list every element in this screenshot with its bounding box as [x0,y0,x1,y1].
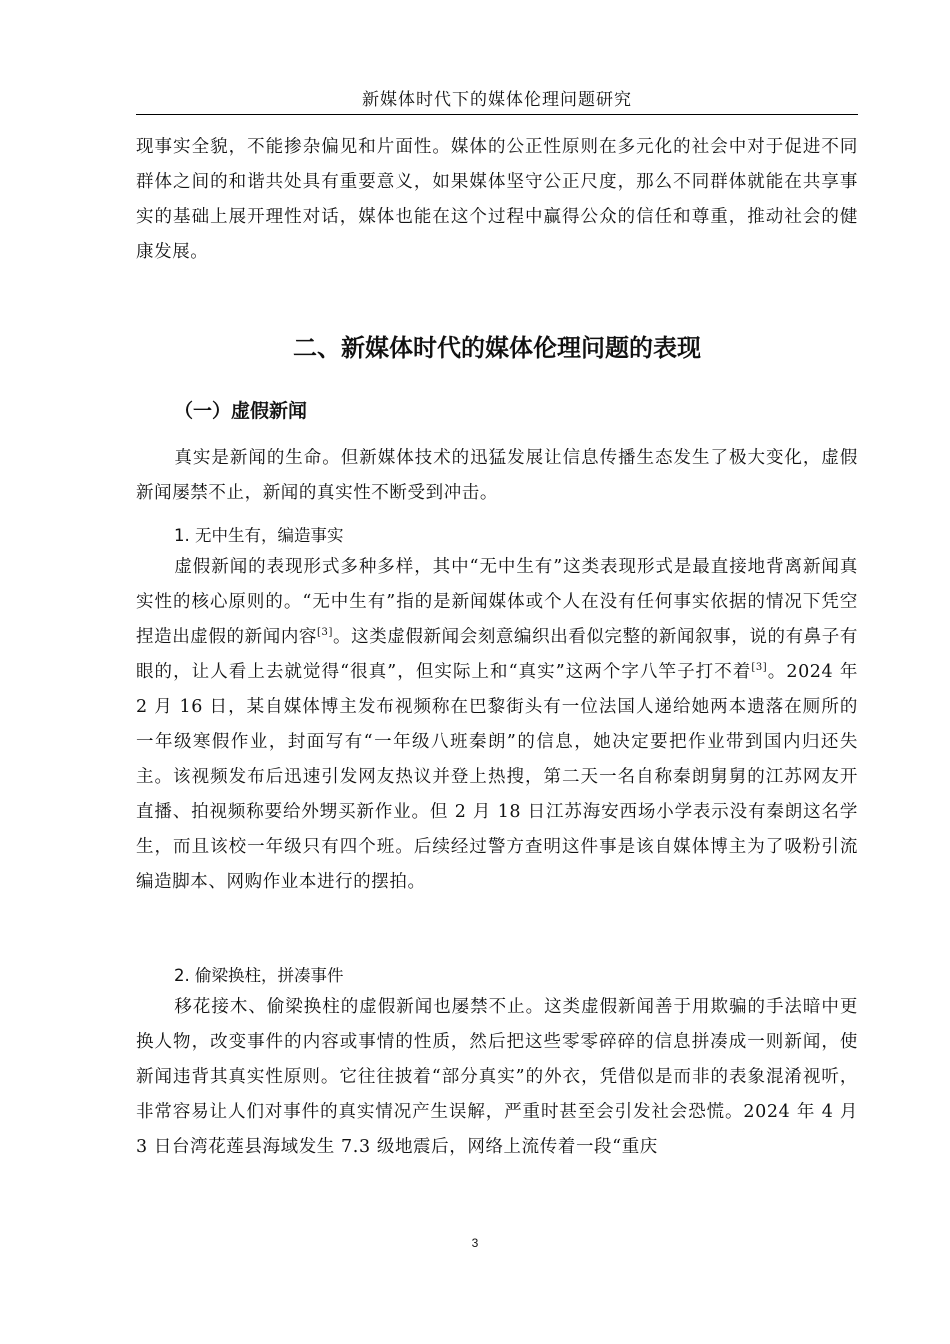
page-number: 3 [471,1236,479,1250]
paragraph-fabrication-text-1: 虚假新闻的表现形式多种多样，其中“无中生有”这类表现形式是最直接地背离新闻真实性的核心原则的。“无中生有”指的是新闻媒体或个人在没有任何事实依据的情况下凭空捏造出虚假的新闻内容 [136,557,858,647]
section-heading: （一）虚假新闻 [174,400,308,422]
subsection-heading-2: 2. 偷梁换柱，拼凑事件 [174,966,344,985]
paragraph-fabrication [136,550,858,900]
citation-ref: [3] [317,627,333,639]
paragraph-continuation: 现事实全貌，不能掺杂偏见和片面性。媒体的公正性原则在多元化的社会中对于促进不同群体之间的和谐共处具有重要意义，如果媒体坚守公正尺度，那么不同群体就能在共享事实的基础上展开理性对话，媒体也能在这个过程中赢得公众的信任和尊重，推动社会的健康发展。 [136,137,858,262]
paragraph-intro-text: 真实是新闻的生命。但新媒体技术的迅猛发展让信息传播生态发生了极大变化，虚假新闻屡禁不止，新闻的真实性不断受到冲击。 [136,448,858,503]
subsection-heading-1: 1. 无中生有，编造事实 [174,526,344,545]
header-rule [136,114,858,115]
paragraph-splicing [136,990,858,1165]
paragraph-intro [136,441,858,511]
chapter-heading: 二、新媒体时代的媒体伦理问题的表现 [293,334,701,362]
paragraph-fabrication-text-3: 。2024 年 2 月 16 日，某自媒体博主发布视频称在巴黎街头有一位法国人递给她两本遗落在厕所的一年级寒假作业，封面写有“一年级八班秦朗”的信息，她决定要把作业带到国内归还失主。该视频发布后迅速引发网友热议并登上热搜，第二天一名自称秦朗舅舅的江苏网友开直播、拍视频称要给外甥买新作业。但 2 月 18 日江苏海安西场小学表示没有秦朗这名学生，而且该校一年级只有四个班。后续经过警方查明这件事是该自媒体博主为了吸粉引流编造脚本、网购作业本进行的摆拍。 [136,662,858,892]
running-header: 新媒体时代下的媒体伦理问题研究 [362,90,632,110]
paragraph-fabrication-text-2: 。这类虚假新闻会刻意编织出看似完整的新闻叙事，说的有鼻子有眼的，让人看上去就觉得“很真”，但实际上和“真实”这两个字八竿子打不着 [136,627,858,682]
paragraph-splicing-text: 移花接木、偷梁换柱的虚假新闻也屡禁不止。这类虚假新闻善于用欺骗的手法暗中更换人物，改变事件的内容或事情的性质，然后把这些零零碎碎的信息拼凑成一则新闻，使新闻违背其真实性原则。它往往披着“部分真实”的外衣，凭借似是而非的表象混淆视听，非常容易让人们对事件的真实情况产生误解，严重时甚至会引发社会恐慌。2024 年 4 月 3 日台湾花莲县海域发生 7.3 级地震后，网络上流传着一段“重庆 [136,997,858,1157]
citation-ref: [3] [751,662,768,674]
